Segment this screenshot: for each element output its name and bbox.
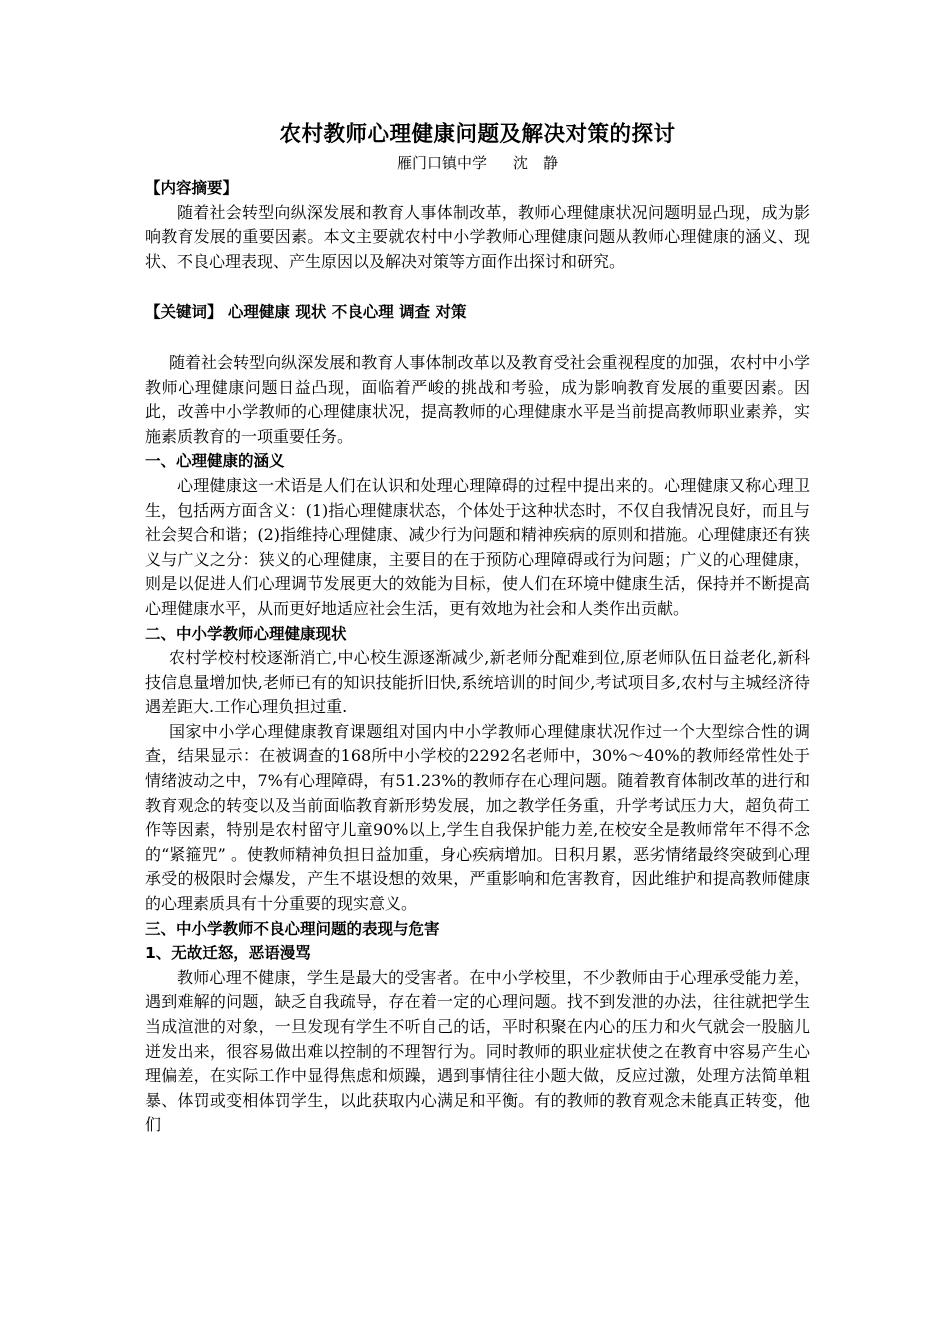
keywords-line — [145, 300, 810, 325]
section3-heading: 三、中小学教师不良心理问题的表现与危害 — [145, 919, 440, 938]
keywords-text: 心理健康 现状 不良心理 调查 对策 — [227, 303, 467, 322]
author-school: 雁门口镇中学 — [396, 154, 487, 172]
section1-paragraph: 心理健康这一术语是人们在认识和处理心理障碍的过程中提出来的。心理健康又称心理卫生，包括两方面含义：(1)指心理健康状态，个体处于这种状态时，不仅自我情况良好，而且与社会契合和谐；(2)指维持心理健康、减少行为问题和精神疾病的原则和措施。心理健康还有狭义与广义之分：狭义的心理健康，主要目的在于预防心理障碍或行为问题；广义的心理健康，则是以促进人们心理调节发展更大的效能为目标，使人们在环境中健康生活，保持并不断提高心理健康水平，从而更好地适应社会生活，更有效地为社会和人类作出贡献。 — [145, 475, 810, 618]
section3-paragraph-1: 教师心理不健康，学生是最大的受害者。在中小学校里，不少教师由于心理承受能力差，遇到难解的问题，缺乏自我疏导，存在着一定的心理问题。找不到发泄的办法，往往就把学生当成渲泄的对象，一旦发现有学生不听自己的话，平时积聚在内心的压力和火气就会一股脑儿迸发出来，很容易做出难以控制的不理智行为。同时教师的职业症状使之在教育中容易产生心理偏差，在实际工作中显得焦虑和烦躁，遇到事情往往小题大做，反应过激，处理方法简单粗暴、体罚或变相体罚学生，以此获取内心满足和平衡。有的教师的教育观念未能真正转变，他们 — [145, 967, 810, 1135]
section2-paragraph-1: 农村学校村校逐渐消亡,中心校生源逐渐减少,新老师分配难到位,原老师队伍日益老化,新科技信息量增加快,老师已有的知识技能折旧快,系统培训的时间少,考试项目多,农村与主城经济待遇差距大.工作心理负担过重. — [145, 648, 810, 717]
abstract-label: 【内容摘要】 — [145, 179, 239, 197]
author-line — [145, 152, 810, 174]
abstract-text: 随着社会转型向纵深发展和教育人事体制改革，教师心理健康状况问题明显凸现，成为影响教育发展的重要因素。本文主要就农村中小学教师心理健康问题从教师心理健康的涵义、现状、不良心理表现、产生原因以及解决对策等方面作出探讨和研究。 — [145, 202, 810, 271]
author-name: 沈 静 — [513, 154, 559, 172]
intro-paragraph: 随着社会转型向纵深发展和教育人事体制改革以及教育受社会重视程度的加强，农村中小学教师心理健康问题日益凸现，面临着严峻的挑战和考验，成为影响教育发展的重要因素。因此，改善中小学教师的心理健康状况，提高教师的心理健康水平是当前提高教师职业素养，实施素质教育的一项重要任务。 — [145, 352, 810, 446]
keywords-label: 【关键词】 — [145, 303, 223, 322]
section2-heading: 二、中小学教师心理健康现状 — [145, 624, 347, 643]
section1-heading: 一、心理健康的涵义 — [145, 452, 285, 471]
section2-paragraph-2: 国家中小学心理健康教育课题组对国内中小学教师心理健康状况作过一个大型综合性的调查，结果显示：在被调查的168所中小学校的2292名老师中，30%～40%的教师经常性处于情绪波动之中，7%有心理障碍，有51.23%的教师存在心理问题。随着教育体制改革的进行和教育观念的转变以及当前面临教育新形势发展，加之教学任务重，升学考试压力大，超负荷工作等因素，特别是农村留守儿童90%以上,学生自我保护能力差,在校安全是教师常年不得不念的“紧箍咒” 。使教师精神负担日益加重，身心疾病增加。日积月累，恶劣情绪最终突破到心理承受的极限时会爆发，产生不堪设想的效果，严重影响和危害教育，因此维护和提高教师健康的心理素质具有十分重要的现实意义。 — [145, 721, 810, 914]
document-page — [145, 118, 810, 1138]
section3-subheading-1: 1、无故迁怒，恶语漫骂 — [145, 944, 311, 963]
document-title: 农村教师心理健康问题及解决对策的探讨 — [279, 122, 676, 147]
